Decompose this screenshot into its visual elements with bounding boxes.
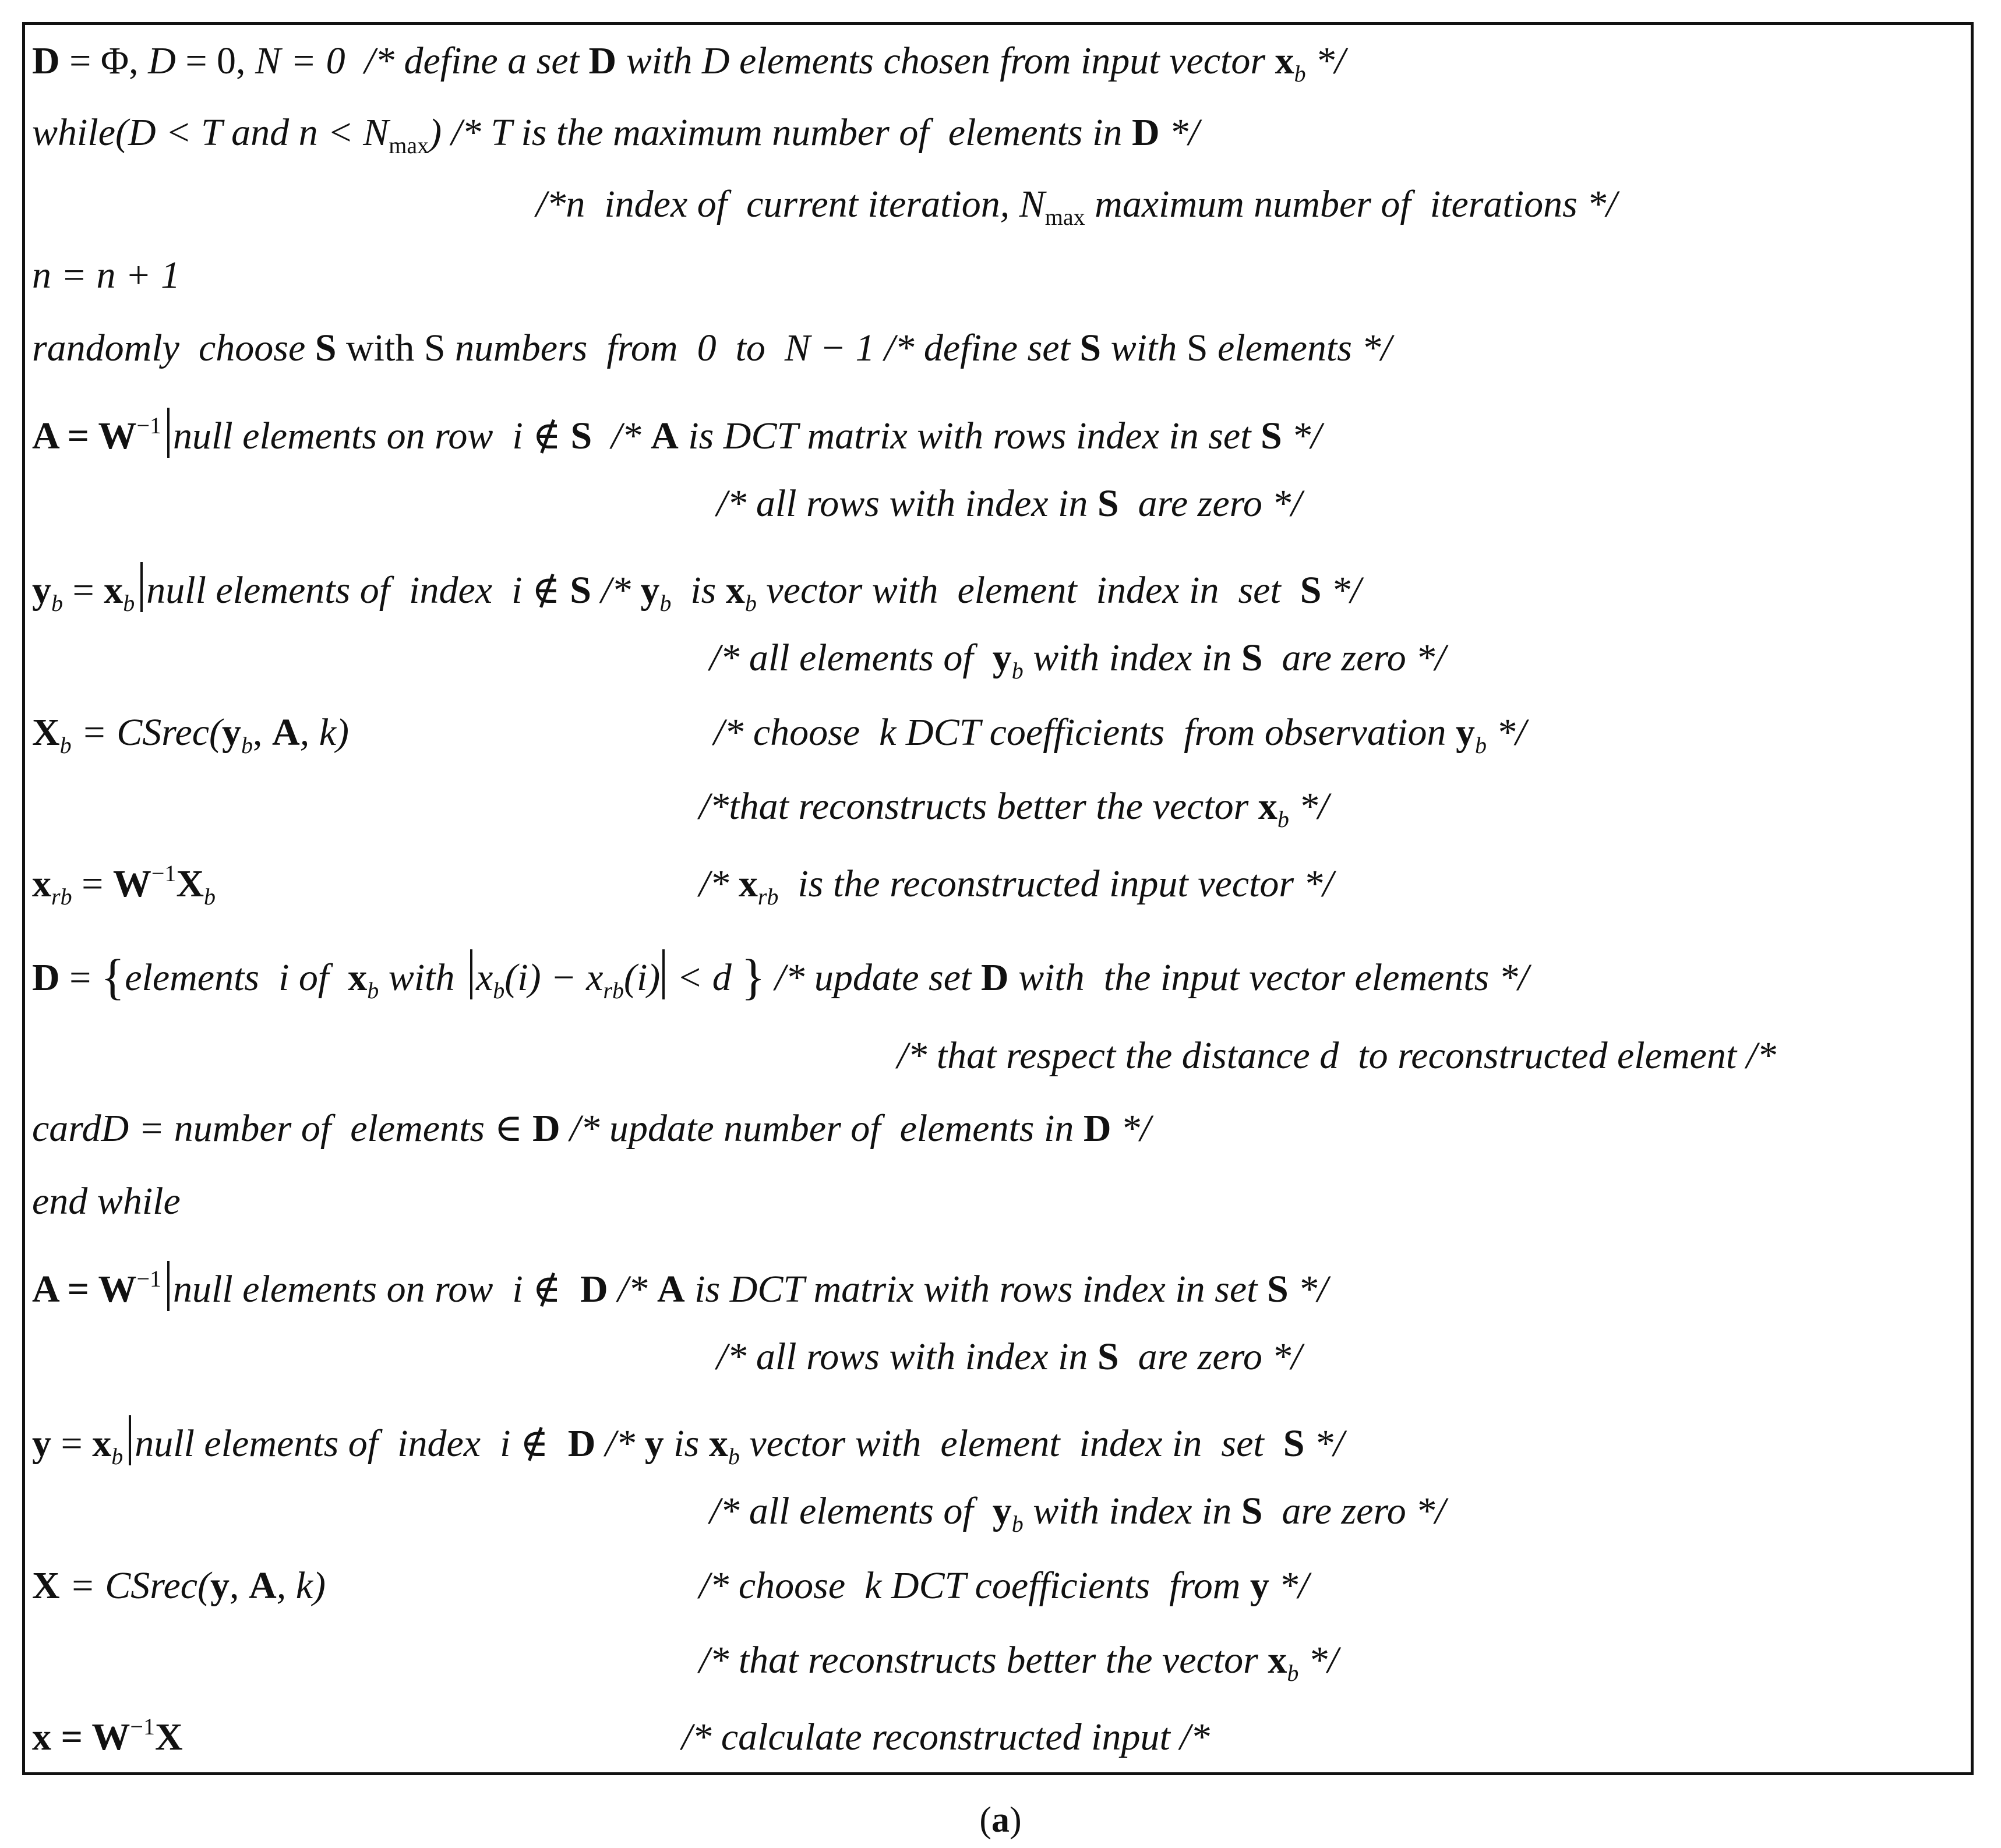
algo-line-23: $x = W^{-1}X$	[32, 1713, 183, 1758]
algo-line-21: X = CSrec(y, A, k)	[32, 1564, 326, 1607]
algo-line-10: $X_b$ = $CSrec(y_b$, A, k)	[32, 711, 349, 758]
algo-line-1: D = Φ, D = 0, N = 0 /* define a set D with D elements chosen from input vector $x_b$ */	[32, 40, 1346, 87]
algo-line-12: $x_{rb} = W^{-1}X_b$	[32, 860, 216, 910]
figure-caption: (a)	[979, 1800, 1022, 1840]
algo-line-18: /* all rows with index in S are zero */	[717, 1335, 1302, 1378]
algo-line-6: $A = W^{-1}$ null elements on row i ∉ S /* A is DCT matrix with rows index in set S */	[32, 408, 1322, 458]
algo-line-12-comment: /* $x_{rb}$ is the reconstructed input vector */	[699, 863, 1333, 910]
algo-line-4: n = n + 1	[32, 254, 181, 296]
algo-line-9: /* all elements of $y_b$ with index in S are zero */	[710, 637, 1446, 684]
algo-line-22: /* that reconstructs better the vector $x_b$ */	[699, 1639, 1339, 1686]
algo-line-5: randomly choose S with S numbers from 0 to N − 1 /* define set S with S elements */	[32, 327, 1392, 369]
algo-line-15: cardD = number of elements ∈ D /* update number of elements in D */	[32, 1107, 1151, 1150]
algo-line-17: $A = W^{-1}$ null elements on row i ∉ D /* A is DCT matrix with rows index in set S */	[32, 1261, 1328, 1311]
algo-line-3: /*n index of current iteration, $N_{max}$ maximum number of iterations */	[536, 183, 1617, 230]
algo-line-7: /* all rows with index in S are zero */	[717, 482, 1302, 525]
algo-line-14: /* that respect the distance d to reconstructed element /*	[897, 1034, 1777, 1077]
algo-line-23-comment: /* calculate reconstructed input /*	[682, 1716, 1210, 1758]
algo-line-13: D = {elements i of $x_b$ with $x_b(i) - x_{rb}(i) < d$ } /* update set D with the input vector elements */	[32, 949, 1529, 1005]
algo-line-11: /*that reconstructs better the vector $x_b$ */	[699, 785, 1329, 832]
algo-line-21-comment: /* choose k DCT coefficients from y */	[699, 1564, 1309, 1607]
algo-line-2: while(D < T and $n < N_{max}) /* T$ is the maximum number of elements in D */	[32, 111, 1199, 158]
algo-line-8: $y_b = x_b$ null elements of index i ∉ S /* $y_b$ is $x_b$ vector with element index in set S */	[32, 562, 1361, 612]
algo-line-20: /* all elements of $y_b$ with index in S are zero */	[710, 1490, 1446, 1537]
algo-line-10-comment: /* choose k DCT coefficients from observation $y_b$ */	[714, 711, 1526, 758]
algo-line-19: $y = x_b$ null elements of index i ∉ D /* y is $x_b$ vector with element index in set S */	[32, 1415, 1344, 1465]
algo-line-16: end while	[32, 1180, 181, 1222]
